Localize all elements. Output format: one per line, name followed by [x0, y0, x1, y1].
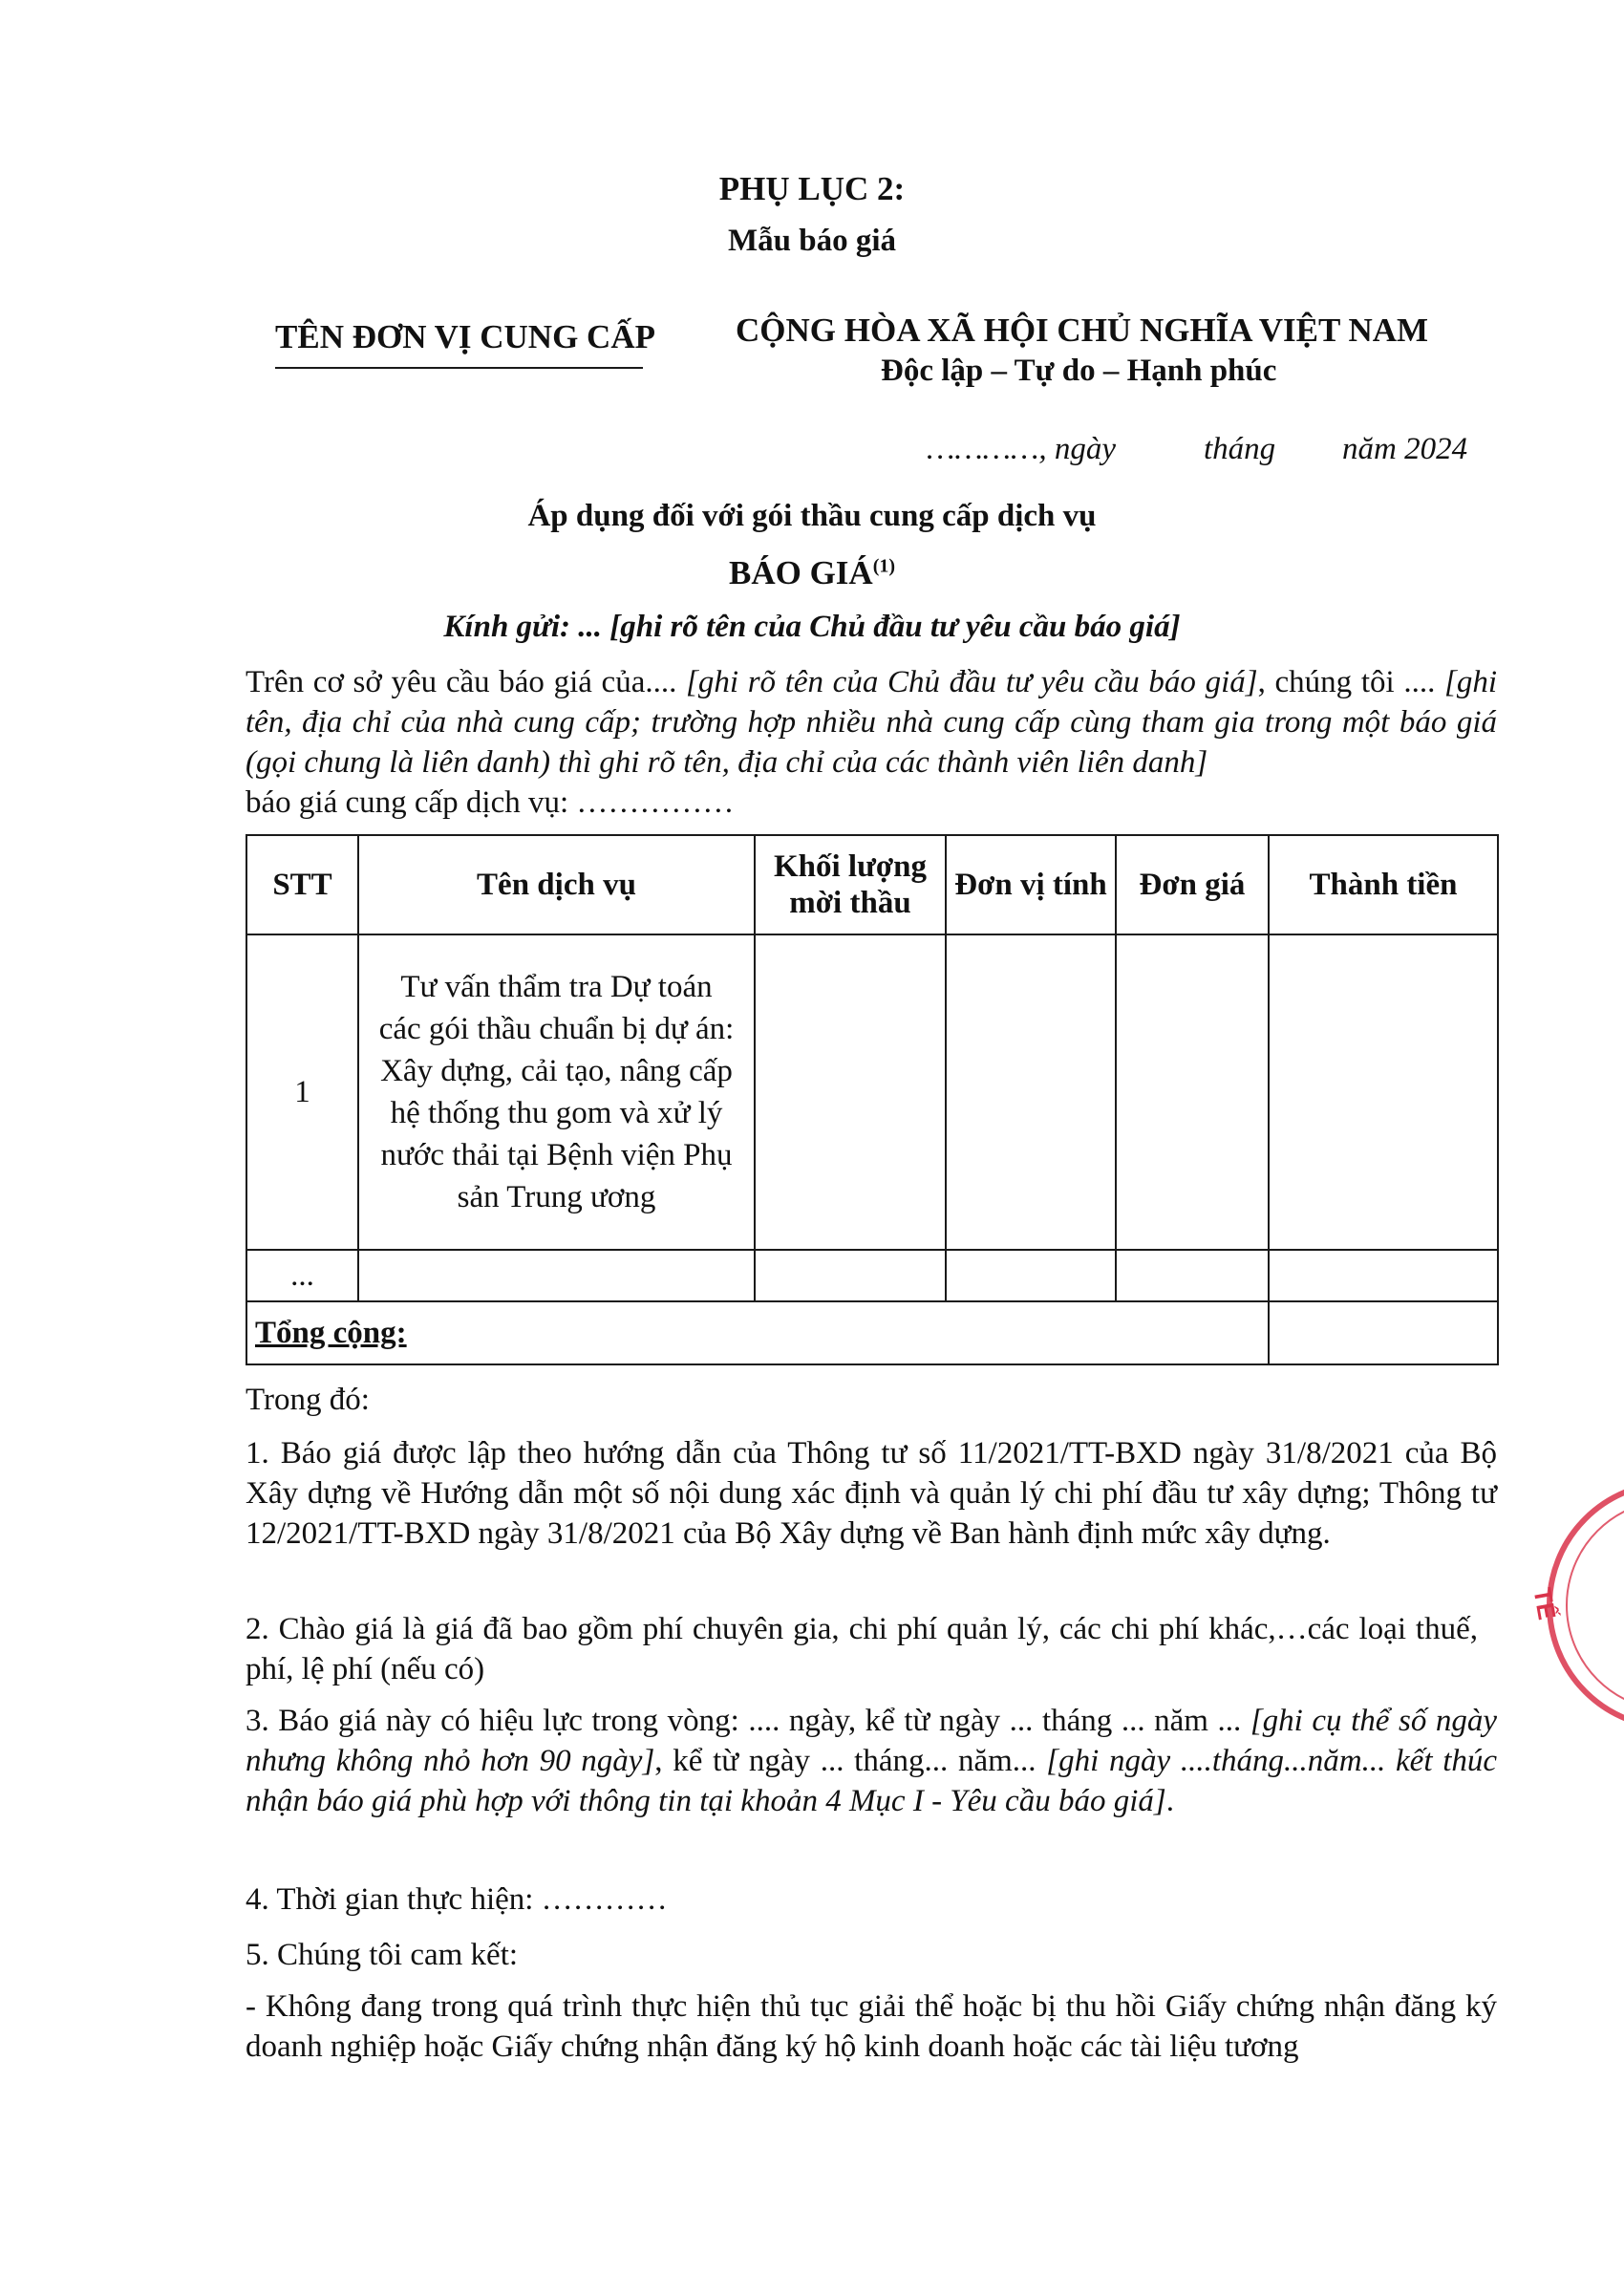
intro-cont: , chúng tôi .... [1257, 665, 1436, 699]
term-item-5: 5. Chúng tôi cam kết: [246, 1938, 519, 1972]
cell-stt: ... [246, 1250, 358, 1301]
total-amount [1269, 1301, 1498, 1364]
quote-table [246, 834, 1499, 1365]
recipient-prefix: Kính gửi: ... [443, 610, 602, 644]
table-total-row [246, 1301, 1498, 1364]
term-item-3 [246, 1701, 1497, 1821]
term-item-5-line-1: - Không đang trong quá trình thực hiện thủ tục giải thể hoặc bị thu hồi Giấy chứng nhận đăng ký doanh nghiệp hoặc Giấy chứng nhận đăng ký hộ kinh doanh hoặc các tài liệu tương [246, 1989, 1497, 2064]
quote-footnote: (1) [872, 555, 896, 577]
intro-paragraph [246, 662, 1497, 823]
term-item-3-hint-2: [ghi ngày ....tháng...năm... kết thúc nhận báo giá phù hợp với thông tin tại khoản 4 Mục I - Yêu cầu báo giá] [246, 1744, 1498, 1818]
cell-price [1116, 934, 1269, 1250]
term-item-3-b: , kể từ ngày ... tháng... năm... [654, 1744, 1036, 1778]
supplier-name: TÊN ĐƠN VỊ CUNG CẤP [275, 318, 655, 355]
date-place: …………, ngày [927, 432, 1117, 466]
country-title: CỘNG HÒA XÃ HỘI CHỦ NGHĨA VIỆT NAM [736, 311, 1429, 349]
stamp-text: TẾ [1528, 1585, 1562, 1622]
term-item-3-end: . [1165, 1784, 1174, 1818]
cell-unit [946, 1250, 1116, 1301]
cell-stt: 1 [246, 934, 358, 1250]
table-row [246, 1250, 1498, 1301]
date-month: tháng [1204, 432, 1276, 466]
term-item-4: 4. Thời gian thực hiện: ………… [246, 1882, 668, 1917]
quote-title-row [0, 554, 1624, 592]
cell-price [1116, 1250, 1269, 1301]
supplier-underline [275, 367, 643, 369]
cell-amount [1269, 1250, 1498, 1301]
col-header-quantity: Khối lượng mời thầu [755, 835, 946, 934]
intro-end: báo giá cung cấp dịch vụ: …………… [246, 785, 735, 820]
intro-text: Trên cơ sở yêu cầu báo giá của.... [246, 665, 677, 699]
total-label: Tổng cộng: [246, 1301, 1269, 1364]
scope-heading: Áp dụng đối với gói thầu cung cấp dịch vụ [527, 499, 1097, 533]
intro-hint-2: [ghi tên, địa chỉ của nhà cung cấp; trường hợp nhiều nhà cung cấp cùng tham gia trong một báo giá (gọi chung là liên danh) thì ghi rõ tên, địa chỉ của các thành viên liên danh] [246, 665, 1498, 780]
table-row [246, 934, 1498, 1250]
cell-quantity [755, 934, 946, 1250]
col-header-unit: Đơn vị tính [946, 835, 1116, 934]
quote-title: BÁO GIÁ [728, 554, 873, 591]
table-header-row [246, 835, 1498, 934]
recipient-hint: [ghi rõ tên của Chủ đầu tư yêu cầu báo giá] [609, 610, 1181, 644]
cell-amount [1269, 934, 1498, 1250]
terms-label: Trong đó: [246, 1383, 370, 1417]
cell-unit [946, 934, 1116, 1250]
col-header-amount: Thành tiền [1269, 835, 1498, 934]
term-item-2: 2. Chào giá là giá đã bao gồm phí chuyên gia, chi phí quản lý, các chi phí khác,…các loại thuế, phí, lệ phí (nếu có) [246, 1612, 1478, 1686]
cell-service [358, 1250, 755, 1301]
intro-hint: [ghi rõ tên của Chủ đầu tư yêu cầu báo giá] [686, 665, 1258, 699]
stamp-seal [1490, 1476, 1624, 1734]
cell-quantity [755, 1250, 946, 1301]
term-item-1: 1. Báo giá được lập theo hướng dẫn của Thông tư số 11/2021/TT-BXD ngày 31/8/2021 của Bộ Xây dựng về Hướng dẫn một số nội dung xác định và quản lý chi phí đầu tư xây dựng; Thông tư 12/2021/TT-BXD ngày 31/8/2021 của Bộ Xây dựng về Ban hành định mức xây dựng. [246, 1436, 1497, 1551]
recipient-line [0, 610, 1624, 645]
cell-service: Tư vấn thẩm tra Dự toán các gói thầu chuẩn bị dự án: Xây dựng, cải tạo, nâng cấp hệ thống thu gom và xử lý nước thải tại Bệnh viện Phụ sản Trung ương [358, 934, 755, 1250]
term-item-3-a: 3. Báo giá này có hiệu lực trong vòng: .... ngày, kể từ ngày ... tháng ... năm ... [246, 1704, 1242, 1738]
motto: Độc lập – Tự do – Hạnh phúc [881, 354, 1277, 388]
appendix-title: PHỤ LỤC 2: [718, 170, 906, 207]
date-year: năm 2024 [1342, 432, 1468, 466]
appendix-subtitle: Mẫu báo giá [727, 224, 897, 258]
term-item-3-hint-1: [ghi cụ thể số ngày nhưng không nhỏ hơn 90 ngày] [246, 1704, 1498, 1778]
col-header-stt: STT [246, 835, 358, 934]
col-header-service: Tên dịch vụ [358, 835, 755, 934]
col-header-price: Đơn giá [1116, 835, 1269, 934]
